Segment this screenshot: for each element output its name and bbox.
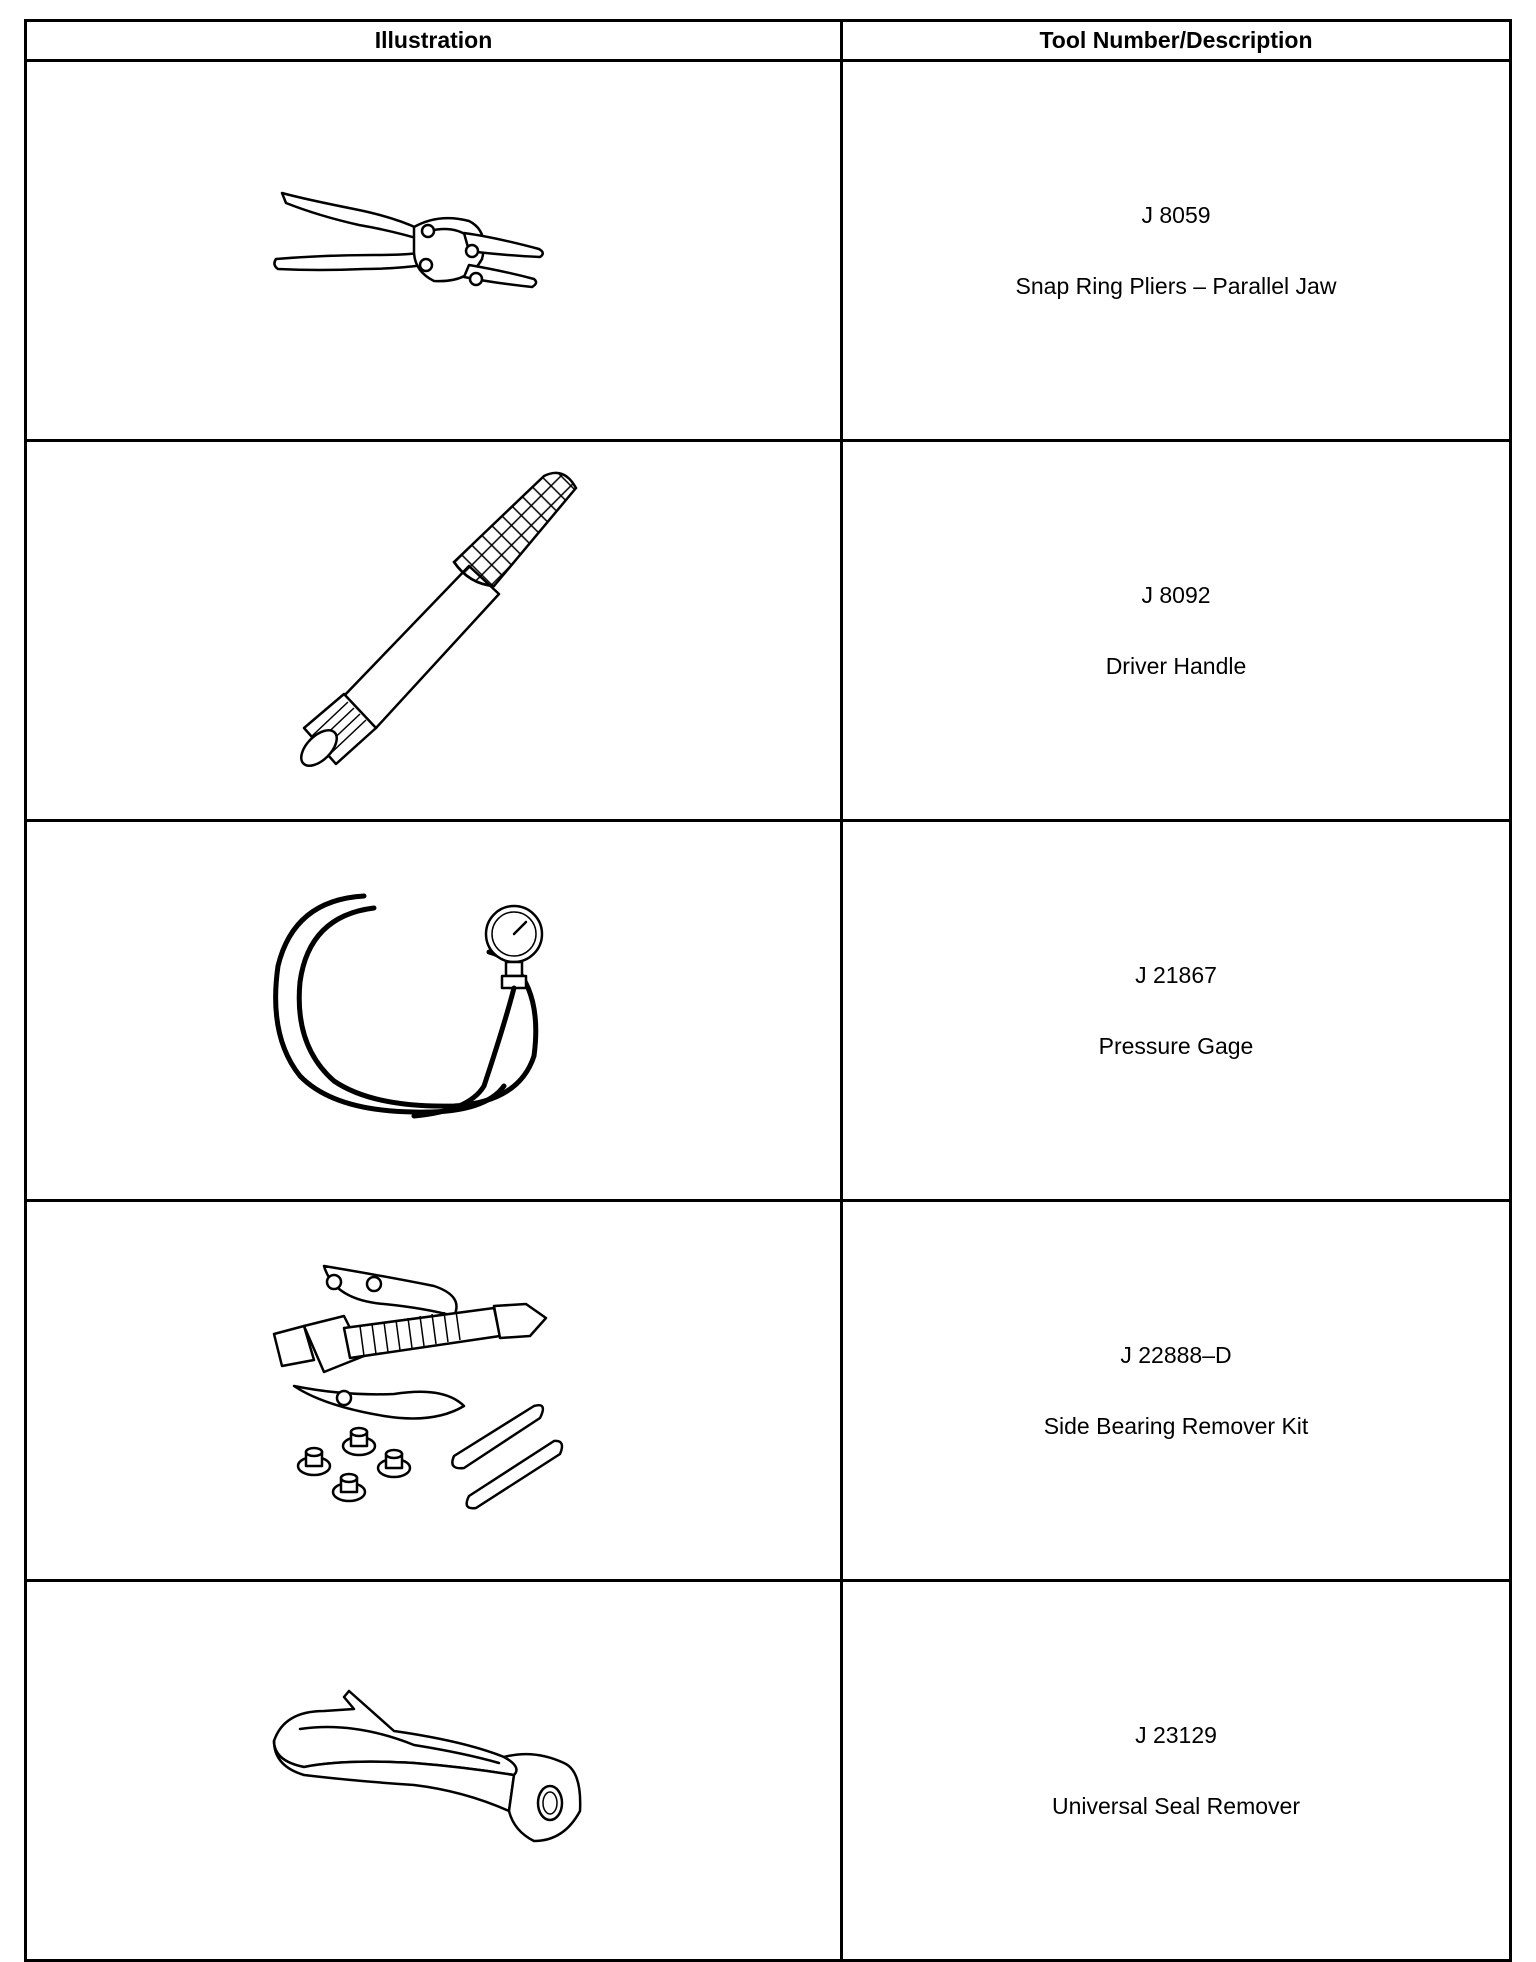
side-bearing-remover-kit-icon (264, 1256, 604, 1526)
tool-number: J 8092 (1141, 581, 1211, 608)
description-cell (842, 1581, 1511, 1961)
description-cell (842, 1201, 1511, 1581)
snap-ring-pliers-icon (264, 171, 604, 331)
table-row (26, 441, 1511, 821)
table-row (26, 821, 1511, 1201)
tool-description: Side Bearing Remover Kit (1043, 1412, 1309, 1439)
header-illustration: Illustration (26, 21, 842, 61)
pressure-gage-icon (264, 886, 604, 1136)
header-tool-description: Tool Number/Description (842, 21, 1511, 61)
description-cell (842, 61, 1511, 441)
illustration-cell (26, 1201, 842, 1581)
tool-description: Universal Seal Remover (1052, 1792, 1300, 1819)
description-cell (842, 441, 1511, 821)
table-row (26, 61, 1511, 441)
description-cell (842, 821, 1511, 1201)
driver-handle-icon (264, 466, 604, 796)
illustration-cell (26, 821, 842, 1201)
table-header-row (26, 21, 1511, 61)
illustration-cell (26, 441, 842, 821)
tool-description: Driver Handle (1105, 652, 1247, 679)
tool-number: J 21867 (1135, 961, 1217, 988)
tool-number: J 22888–D (1120, 1341, 1232, 1368)
illustration-cell (26, 61, 842, 441)
universal-seal-remover-icon (264, 1671, 604, 1871)
tool-number: J 23129 (1135, 1721, 1217, 1748)
tool-description: Pressure Gage (1098, 1032, 1254, 1059)
tool-number: J 8059 (1141, 201, 1211, 228)
tool-table (24, 19, 1512, 1962)
illustration-cell (26, 1581, 842, 1961)
table-row (26, 1201, 1511, 1581)
tool-description: Snap Ring Pliers – Parallel Jaw (1015, 272, 1337, 299)
table-row (26, 1581, 1511, 1961)
